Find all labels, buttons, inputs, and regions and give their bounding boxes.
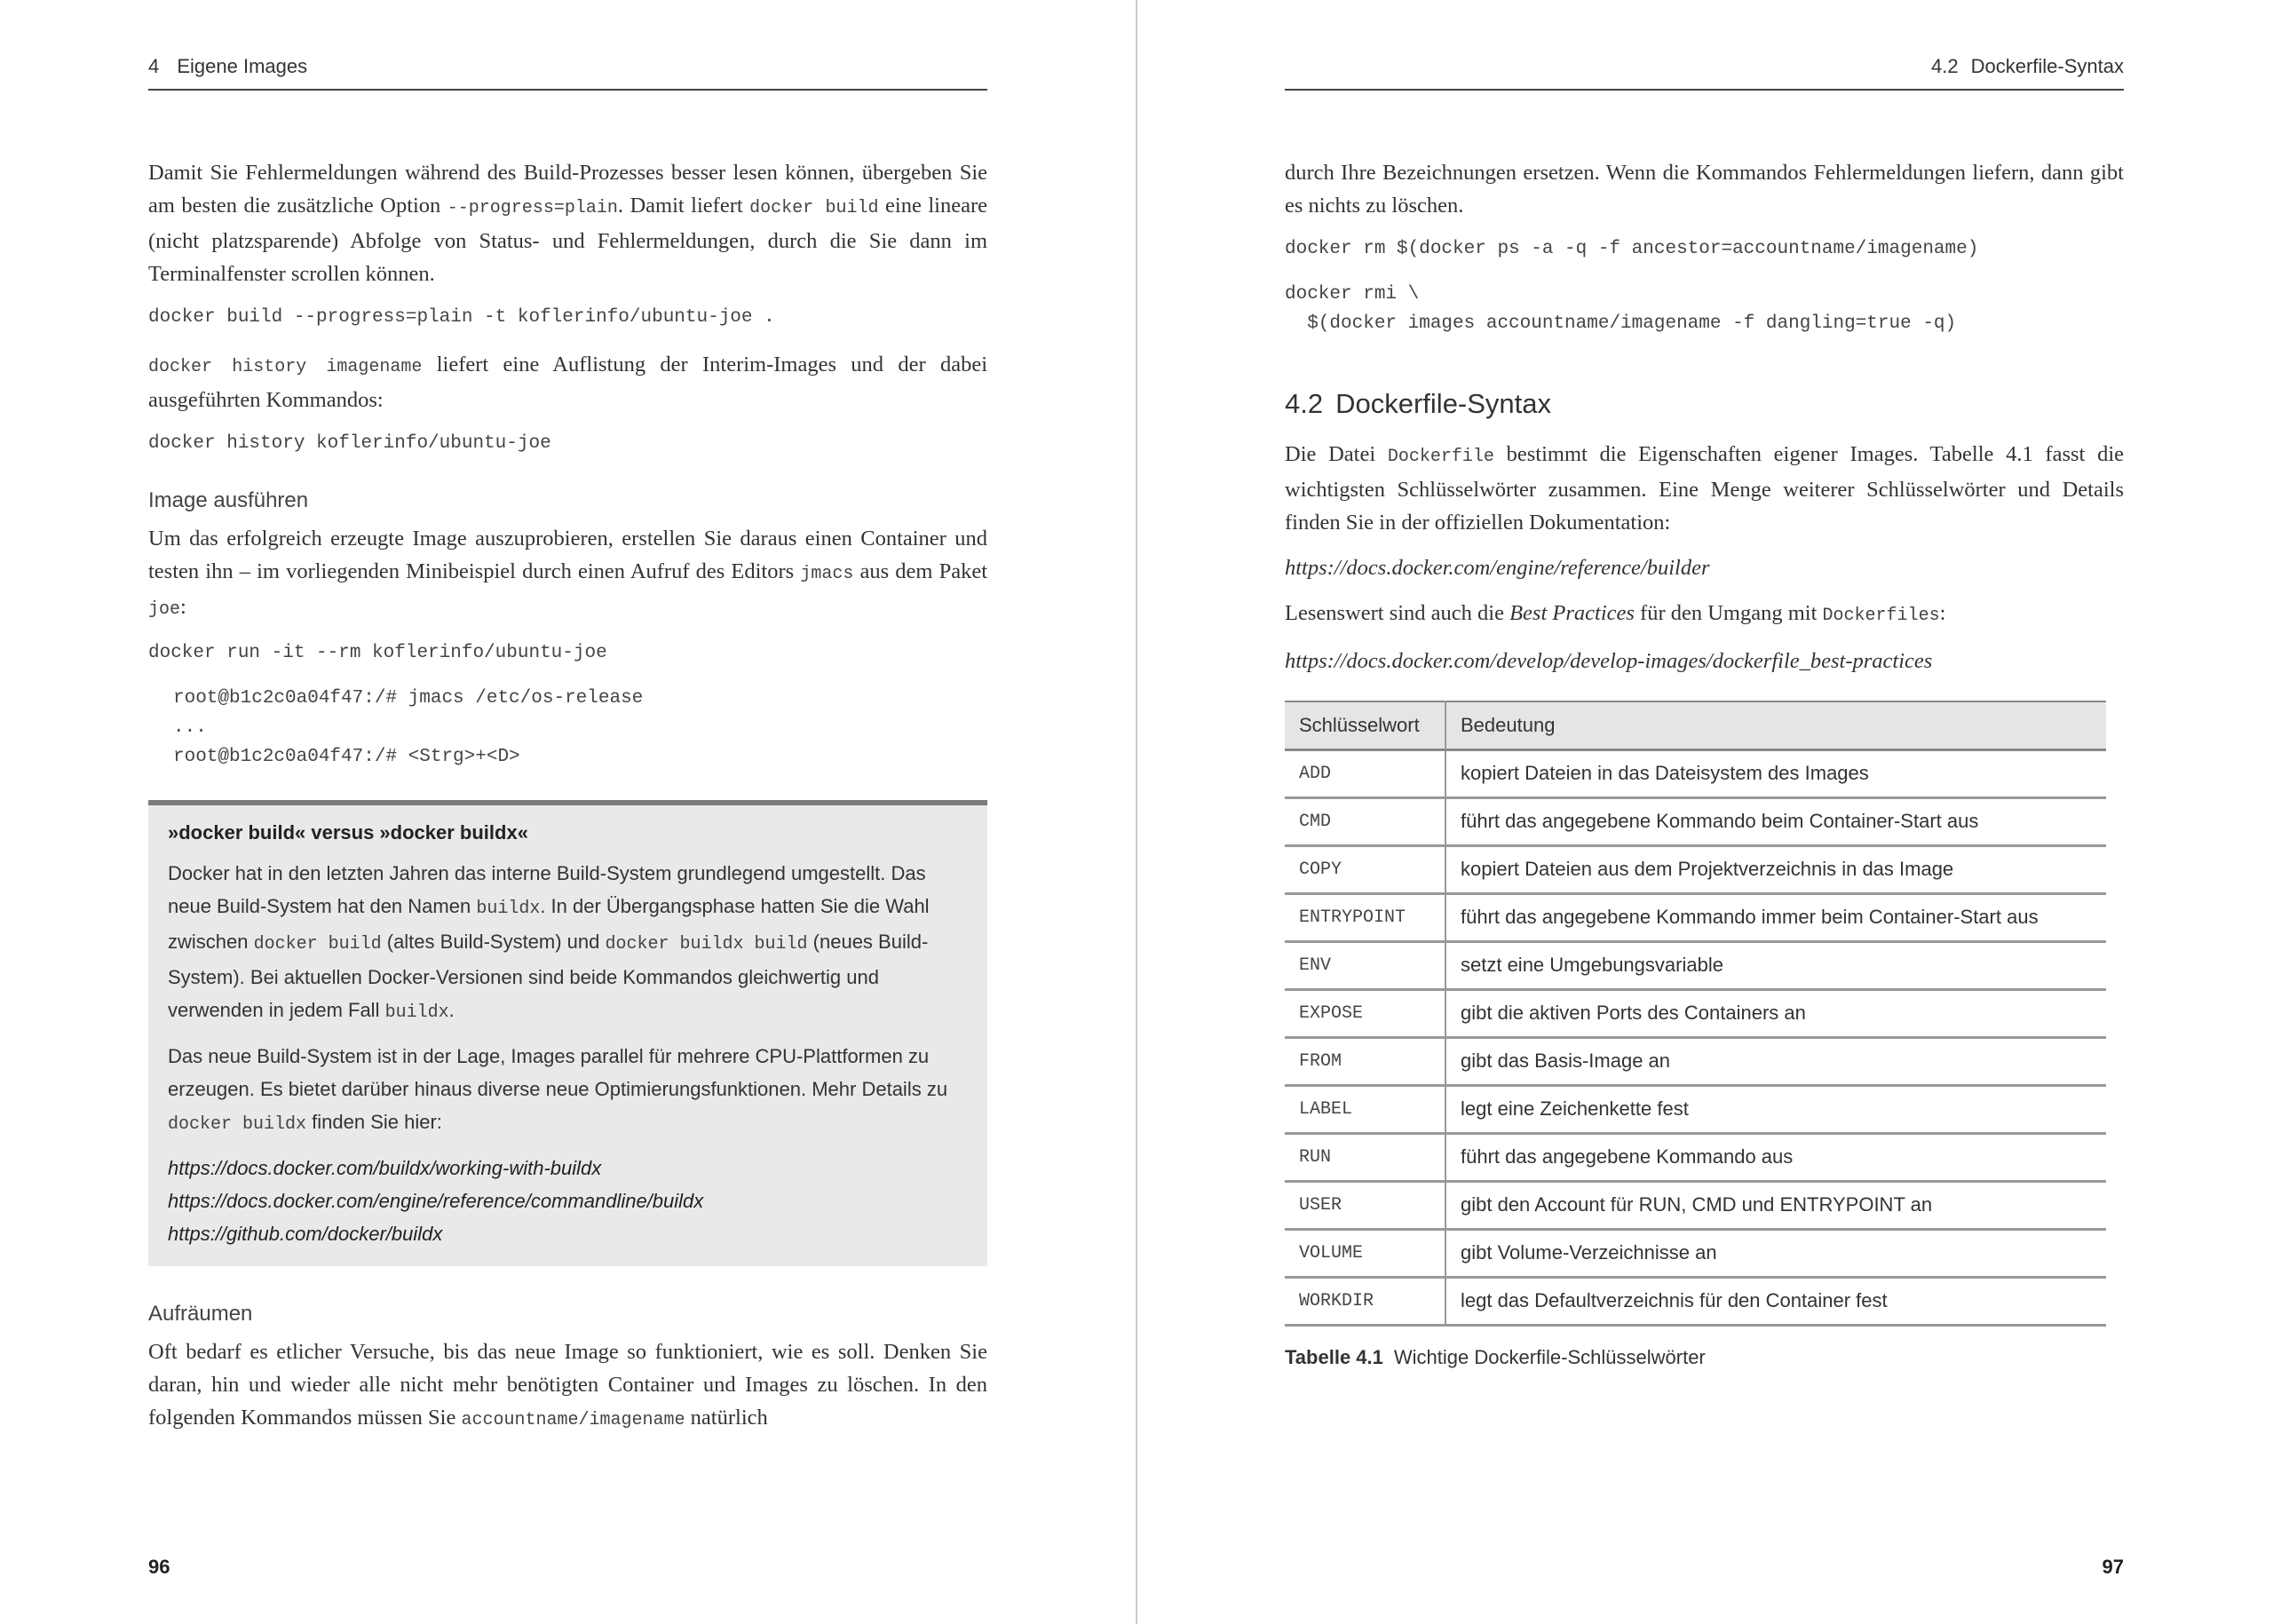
text: (altes Build-System) und [381,931,606,953]
text: (neues Build-System). Bei aktuellen Docker-Versionen sind beide Kommandos gleichwertig und verwenden in jedem Fall [168,931,929,1021]
section-heading-title: Dockerfile-Syntax [1335,388,1552,419]
inline-code: --progress=plain [447,198,618,218]
meaning-cell: legt das Defaultverzeichnis für den Container fest [1445,1277,2106,1325]
meaning-cell: führt das angegebene Kommando beim Container-Start aus [1445,797,2106,845]
running-head [1285,55,2124,91]
column-header-keyword: Schlüsselwort [1285,701,1445,749]
info-box-title: »docker build« versus »docker buildx« [168,821,528,844]
text: eine lineare (nicht platzsparende) Abfolge von Status- und Fehlermeldungen, durch die Sie dann im Terminalfenster scrollen können. [148,194,987,286]
page-number: 97 [2102,1556,2124,1578]
keyword-cell: VOLUME [1285,1229,1445,1277]
chapter-title: Eigene Images [177,55,308,77]
section-heading-number: 4.2 [1285,388,1324,419]
page-number: 96 [148,1556,170,1578]
table-row [1285,1085,2106,1133]
meaning-cell: gibt das Basis-Image an [1445,1037,2106,1085]
code-block: docker build --progress=plain -t koflerinfo/ubuntu-joe . [148,307,775,328]
table-row [1285,797,2106,845]
text: bestimmt die Eigenschaften eigener Images. Tabelle 4.1 fasst die wichtigsten Schlüsselwörter zusammen. Eine Menge weiterer Schlüsselwörter und Details finden Sie in der offiziellen Dokumentation: [1285,442,2124,535]
subheading: Aufräumen [148,1302,253,1326]
meaning-cell: gibt Volume-Verzeichnisse an [1445,1229,2106,1277]
table-row [1285,1133,2106,1181]
keyword-cell: COPY [1285,845,1445,893]
table-row [1285,845,2106,893]
text: Oft bedarf es etlicher Versuche, bis das neue Image so funktioniert, wie es soll. Denken Sie daran, hin und wieder alle nicht mehr benötigten Container und Images zu löschen. In den folgenden Kommandos müssen Sie [148,1340,987,1430]
keyword-cell: LABEL [1285,1085,1445,1133]
info-box [148,800,987,1266]
caption-label: Tabelle 4.1 [1285,1345,1383,1368]
meaning-cell: gibt die aktiven Ports des Containers an [1445,989,2106,1037]
paragraph [1285,438,2124,539]
inline-code: buildx [476,899,541,919]
table-row [1285,749,2106,797]
inline-code: docker history imagename [148,357,423,377]
keyword-cell: ENV [1285,941,1445,989]
header-rule [1285,89,2124,91]
inline-code: Dockerfiles [1822,606,1940,626]
inline-code: jmacs [800,564,854,584]
inline-code: Dockerfile [1387,447,1494,467]
inline-code: docker buildx [168,1114,307,1135]
inline-code: joe [148,599,181,620]
code-block-output: root@b1c2c0a04f47:/# jmacs /etc/os-release ... root@b1c2c0a04f47:/# <Strg>+<D> [173,688,644,767]
meaning-cell: führt das angegebene Kommando immer beim Container-Start aus [1445,893,2106,941]
text: Damit Sie Fehlermeldungen während des Build-Prozesses besser lesen können, übergeben Sie am besten die zusätzliche Option [148,161,987,218]
table-row [1285,1181,2106,1229]
text: : [1939,601,1946,625]
chapter-number: 4 [148,55,160,77]
meaning-cell: legt eine Zeichenkette fest [1445,1085,2106,1133]
text: für den Umgang mit [1634,601,1823,625]
keyword-cell: WORKDIR [1285,1277,1445,1325]
keyword-table [1285,701,2106,1327]
table-row [1285,1037,2106,1085]
table-row [1285,941,2106,989]
table-row [1285,1277,2106,1325]
paragraph [148,348,987,416]
text: . In der Übergangsphase hatten Sie die Wahl zwischen [168,895,930,953]
running-head [148,55,987,91]
text: Lesenswert sind auch die [1285,601,1510,625]
text: : [180,595,186,619]
text: finden Sie hier: [306,1111,442,1133]
keyword-cell: EXPOSE [1285,989,1445,1037]
text: Docker hat in den letzten Jahren das interne Build-System grundlegend umgestellt. Das neue Build-System hat den Namen [168,862,926,917]
paragraph: durch Ihre Bezeichnungen ersetzen. Wenn die Kommandos Fehlermeldungen liefern, dann gibt es nichts zu löschen. [1285,161,2124,218]
paragraph [1285,597,2124,632]
info-box-paragraph [168,1040,968,1141]
meaning-cell: führt das angegebene Kommando aus [1445,1133,2106,1181]
emphasis: Best Practices [1509,601,1635,625]
link-buildx-reference[interactable]: https://docs.docker.com/engine/reference/commandline/buildx [168,1190,704,1212]
meaning-cell: kopiert Dateien in das Dateisystem des Images [1445,749,2106,797]
text: aus dem Paket [853,559,987,583]
link-buildx-guide[interactable]: https://docs.docker.com/buildx/working-with-buildx [168,1157,602,1179]
section-title: Dockerfile-Syntax [1970,55,2124,77]
inline-code: docker build [749,198,879,218]
info-box-paragraph [168,857,968,1029]
keyword-cell: RUN [1285,1133,1445,1181]
code-block: docker history koflerinfo/ubuntu-joe [148,433,551,454]
caption-text: Wichtige Dockerfile-Schlüsselwörter [1393,1345,1706,1368]
paragraph [148,156,987,290]
code-block: docker run -it --rm koflerinfo/ubuntu-joe [148,643,607,663]
right-column [1285,156,2124,1369]
meaning-cell: kopiert Dateien aus dem Projektverzeichnis in das Image [1445,845,2106,893]
inline-code: accountname/imagename [461,1410,685,1430]
header-rule [148,89,987,91]
section-number: 4.2 [1931,55,1959,77]
code-block: docker rm $(docker ps -a -q -f ancestor=accountname/imagename) [1285,239,1979,259]
text: Das neue Build-System ist in der Lage, Images parallel für mehrere CPU-Plattformen zu erzeugen. Es bietet darüber hinaus diverse neue Optimierungsfunktionen. Mehr Details zu [168,1045,948,1100]
book-spine [1136,0,1137,1624]
meaning-cell: gibt den Account für RUN, CMD und ENTRYPOINT an [1445,1181,2106,1229]
text: liefert eine Auflistung der Interim-Images und der dabei ausgeführten Kommandos: [148,353,988,412]
meaning-cell: setzt eine Umgebungsvariable [1445,941,2106,989]
table-caption [1285,1346,2124,1369]
keyword-cell: CMD [1285,797,1445,845]
keyword-cell: FROM [1285,1037,1445,1085]
text: Um das erfolgreich erzeugte Image auszuprobieren, erstellen Sie daraus einen Container und testen ihn – im vorliegenden Minibeispiel durch einen Aufruf des Editors [148,527,987,583]
inline-code: docker build [253,934,382,955]
section-heading [1285,388,2124,420]
table-row [1285,1229,2106,1277]
text: . Damit liefert [617,194,750,218]
inline-code: buildx [384,1002,449,1023]
link-dockerfile-best-practices[interactable]: https://docs.docker.com/develop/develop-images/dockerfile_best-practices [1285,649,1933,673]
table-header-row [1285,701,2106,749]
paragraph [148,522,987,626]
link-docker-builder-reference[interactable]: https://docs.docker.com/engine/reference/builder [1285,556,1710,580]
table-row [1285,989,2106,1037]
column-header-meaning: Bedeutung [1445,701,2106,749]
subheading: Image ausführen [148,488,309,512]
left-column [148,156,987,1449]
table-body [1285,749,2106,1325]
text: natürlich [685,1406,768,1430]
link-buildx-github[interactable]: https://github.com/docker/buildx [168,1223,443,1245]
text: . [448,999,455,1021]
keyword-cell: USER [1285,1181,1445,1229]
inline-code: docker buildx build [605,934,808,955]
table-row [1285,893,2106,941]
text: Die Datei [1285,442,1388,466]
keyword-cell: ADD [1285,749,1445,797]
paragraph [148,1335,987,1437]
code-block: docker rmi \ $(docker images accountname/imagename -f dangling=true -q) [1285,284,1957,334]
left-page [0,0,1136,1624]
keyword-cell: ENTRYPOINT [1285,893,1445,941]
